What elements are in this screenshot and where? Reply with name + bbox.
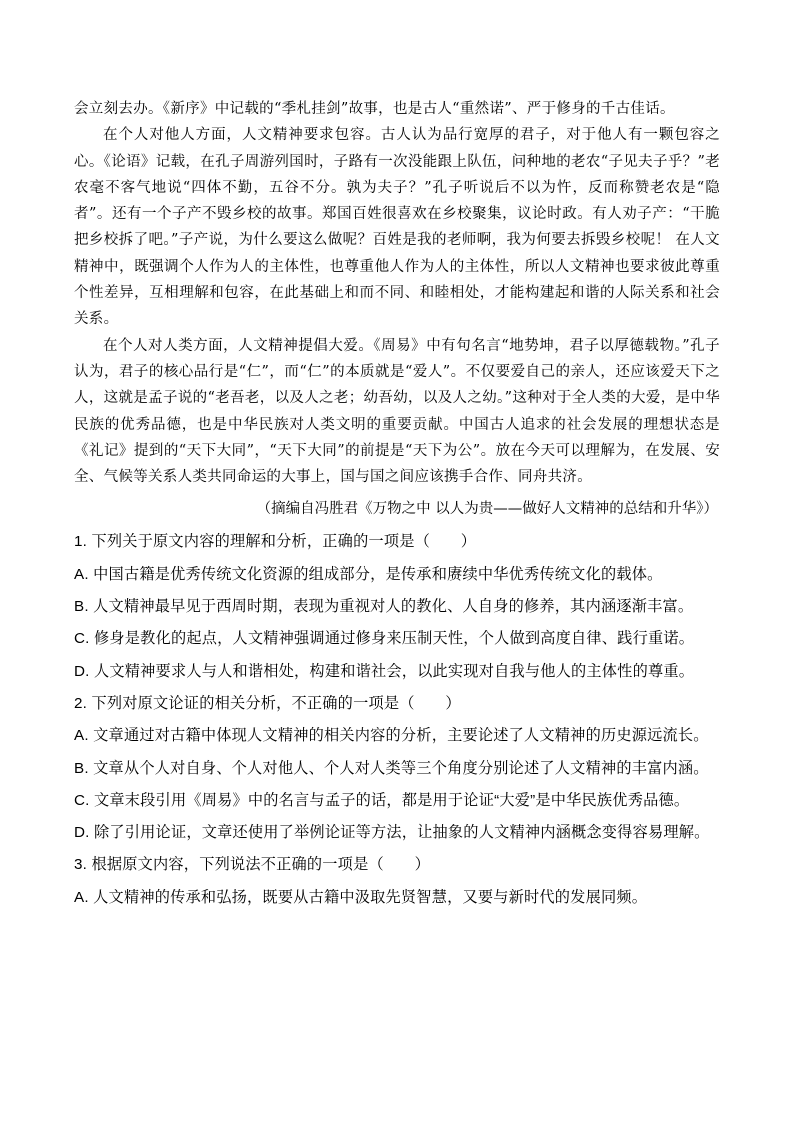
question-1-option-b: B. 人文精神最早见于西周时期，表现为重视对人的教化、人自身的修养，其内涵逐渐丰富。 xyxy=(74,598,694,616)
passage-source: （摘编自冯胜君《万物之中 以人为贵——做好人文精神的总结和升华》） xyxy=(256,501,718,518)
question-2-option-c: C. 文章末段引用《周易》中的名言与孟子的话，都是用于论证“大爱”是中华民族优秀品德。 xyxy=(74,791,690,809)
passage-paragraph-3: 在个人对人类方面，人文精神提倡大爱。《周易》中有句名言“地势坤，君子以厚德载物。”孔子认为，君子的核心品行是“仁”，而“仁”的本质就是“爱人”。不仅要爱自己的亲人，还应该爱天下之人，这就是孟子说的“老吾老，以及人之老；幼吾幼，以及人之幼。”这种对于全人类的大爱，是中华民族的优秀品德，也是中华民族对人类文明的重要贡献。中国古人追求的社会发展的理想状态是《礼记》提到的“天下大同”，“天下大同”的前提是“天下为公”。放在今天可以理解为，在发展、安全、气候等关系人类共同命运的大事上，国与国之间应该携手合作、同舟共济。 xyxy=(74,337,720,486)
reading-passage xyxy=(74,96,720,490)
question-1-stem: 1. 下列关于原文内容的理解和分析，正确的一项是（ ） xyxy=(74,533,477,551)
question-2-stem: 2. 下列对原文论证的相关分析，不正确的一项是（ ） xyxy=(74,694,461,712)
question-2-option-b: B. 文章从个人对自身、个人对他人、个人对人类等三个角度分别论述了人文精神的丰富内涵。 xyxy=(74,759,709,777)
question-2-option-a: A. 文章通过对古籍中体现人文精神的相关内容的分析，主要论述了人文精神的历史源远流长。 xyxy=(74,727,709,745)
question-2-option-d: D. 除了引用论证，文章还使用了举例论证等方法，让抽象的人文精神内涵概念变得容易理解。 xyxy=(74,824,710,842)
passage-paragraph-2: 在个人对他人方面，人文精神要求包容。古人认为品行宽厚的君子，对于他人有一颗包容之心。《论语》记载，在孔子周游列国时，子路有一次没能跟上队伍，问种地的老农“子见夫子乎？”老农毫不客气地说“四体不勤，五谷不分。孰为夫子？”孔子听说后不以为忤，反而称赞老农是“隐者”。还有一个子产不毁乡校的故事。郑国百姓很喜欢在乡校聚集，议论时政。有人劝子产：“干脆把乡校拆了吧。”子产说，为什么要这么做呢？百姓是我的老师啊，我为何要去拆毁乡校呢！ 在人文精神中，既强调个人作为人的主体性，也尊重他人作为人的主体性，所以人文精神也要求彼此尊重个性差异，互相理解和包容，在此基础上和而不同、和睦相处，才能构建起和谐的人际关系和社会关系。 xyxy=(74,127,720,328)
question-1-option-d: D. 人文精神要求人与人和谐相处，构建和谐社会，以此实现对自我与他人的主体性的尊重。 xyxy=(74,662,695,680)
question-3-stem: 3. 根据原文内容，下列说法不正确的一项是（ ） xyxy=(74,856,431,874)
passage-paragraph-1: 会立刻去办。《新序》中记载的“季札挂剑”故事，也是古人“重然诺”、严于修身的千古佳话。 xyxy=(74,101,675,117)
question-list xyxy=(74,526,720,914)
question-1-option-a: A. 中国古籍是优秀传统文化资源的组成部分，是传承和赓续中华优秀传统文化的载体。 xyxy=(74,565,663,583)
document-page xyxy=(74,96,720,914)
question-1-option-c: C. 修身是教化的起点，人文精神强调通过修身来压制天性，个人做到高度自律、践行重诺。 xyxy=(74,630,695,648)
question-3-option-a: A. 人文精神的传承和弘扬，既要从古籍中汲取先贤智慧，又要与新时代的发展同频。 xyxy=(74,888,648,906)
